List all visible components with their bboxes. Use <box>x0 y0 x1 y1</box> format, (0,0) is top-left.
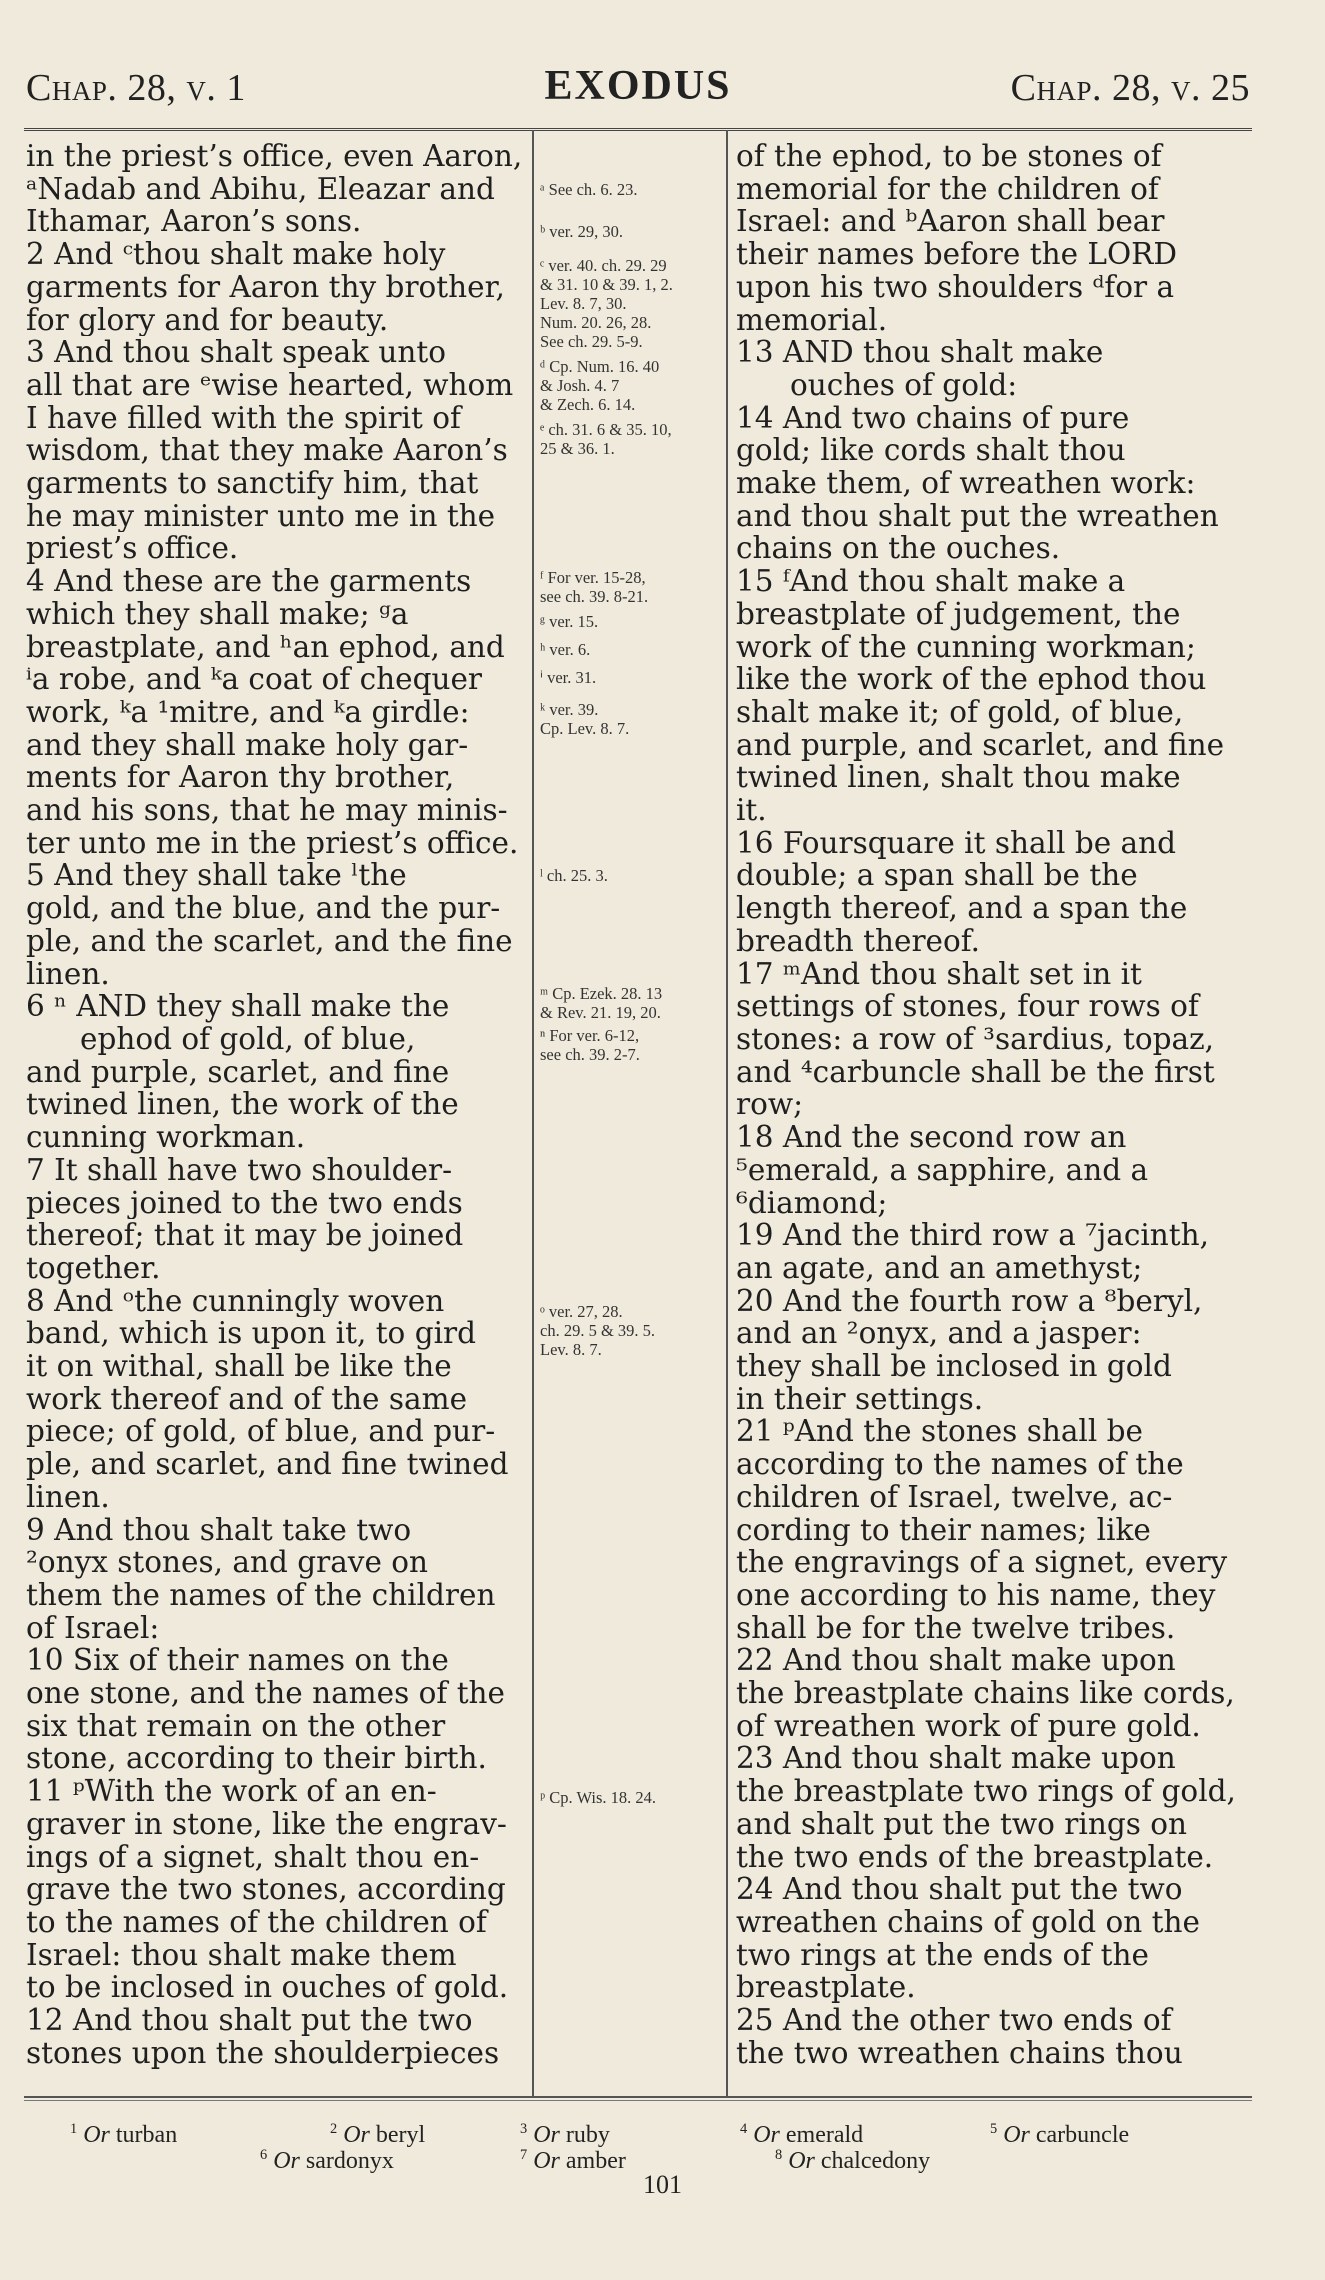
text-line: one stone, and the names of the <box>26 1677 506 1710</box>
text-line: the engravings of a signet, every <box>736 1546 1228 1579</box>
text-line: ouches of gold: <box>790 368 1018 402</box>
margin-note: See ch. 29. 5-9. <box>540 332 643 351</box>
margin-note: & 31. 10 & 39. 1, 2. <box>540 275 673 294</box>
margin-note: & Josh. 4. 7 <box>540 376 620 395</box>
margin-note: 25 & 36. 1. <box>540 439 615 458</box>
text-line: the two ends of the breastplate. <box>736 1840 1214 1874</box>
text-line: stone, according to their birth. <box>26 1742 487 1776</box>
text-line: ⁶diamond; <box>736 1186 888 1220</box>
text-line: 10 Six of their names on the <box>26 1644 449 1678</box>
text-line: ter unto me in the priest’s office. <box>26 826 519 860</box>
text-line: like the work of the ephod thou <box>736 663 1207 696</box>
footnote-or: Or <box>83 2122 110 2148</box>
text-line: 16 Foursquare it shall be and <box>736 826 1177 860</box>
footnote-text: emerald <box>785 2122 864 2148</box>
text-line: children of Israel, twelve, ac- <box>736 1480 1173 1514</box>
text-line: 5 And they shall take ˡthe <box>26 859 407 893</box>
text-line: in their settings. <box>736 1382 984 1416</box>
text-line: ings of a signet, shalt thou en- <box>26 1840 480 1874</box>
text-line: priest’s office. <box>26 532 239 566</box>
footnote-or: Or <box>273 2148 300 2174</box>
footnote-or: Or <box>533 2122 560 2148</box>
text-line: row; <box>736 1088 804 1122</box>
text-line: shalt make it; of gold, of blue, <box>736 695 1184 729</box>
footnote-rule-thin <box>24 2100 1252 2101</box>
text-line: two rings at the ends of the <box>736 1938 1149 1972</box>
text-line: linen. <box>26 1480 110 1514</box>
text-line: ments for Aaron thy brother, <box>26 761 455 795</box>
text-line: 8 And ᵒthe cunningly woven <box>26 1284 445 1318</box>
text-line: and purple, scarlet, and fine <box>26 1055 450 1089</box>
text-line: graver in stone, like the engrav- <box>26 1807 507 1841</box>
text-line: breastplate, and ʰan ephod, and <box>26 630 505 664</box>
text-line: it on withal, shall be like the <box>26 1350 452 1383</box>
margin-note: ʰ ver. 6. <box>540 640 591 659</box>
text-line: and they shall make holy gar- <box>26 728 469 762</box>
footnote-text: turban <box>115 2122 178 2148</box>
text-line: 20 And the fourth row a ⁸beryl, <box>736 1284 1203 1318</box>
text-line: work of the cunning workman; <box>736 630 1196 664</box>
text-line: an agate, and an amethyst; <box>736 1251 1143 1285</box>
text-line: work, ᵏa ¹mitre, and ᵏa girdle: <box>26 695 470 729</box>
text-line: gold, and the blue, and the pur- <box>26 892 501 925</box>
margin-note: ᵇ ver. 29, 30. <box>540 222 624 241</box>
margin-note: & Zech. 6. 14. <box>540 395 636 414</box>
text-line: one according to his name, they <box>736 1578 1216 1612</box>
text-line: 13 AND thou shalt make <box>736 336 1104 369</box>
text-line: pieces joined to the two ends <box>26 1186 463 1220</box>
text-line: 7 It shall have two shoulder- <box>26 1153 453 1187</box>
column-divider-left <box>532 130 534 2096</box>
text-line: stones upon the shoulderpieces <box>26 2036 500 2070</box>
margin-note: Lev. 8. 7, 30. <box>540 294 627 313</box>
text-line: the breastplate two rings of gold, <box>736 1775 1236 1808</box>
text-line: 4 And these are the garments <box>26 565 472 598</box>
text-line: 24 And thou shalt put the two <box>736 1873 1183 1906</box>
text-line: Ithamar, Aaron’s sons. <box>26 205 362 239</box>
text-line: ⁱa robe, and ᵏa coat of chequer <box>26 663 483 696</box>
text-line: and thou shalt put the wreathen <box>736 499 1219 533</box>
footnote-text: sardonyx <box>305 2148 394 2174</box>
text-line: to the names of the children of <box>26 1905 487 1939</box>
text-line: garments for Aaron thy brother, <box>26 270 505 304</box>
text-line: them the names of the children <box>26 1578 496 1612</box>
text-line: ᵃNadab and Abihu, Eleazar and <box>26 172 495 206</box>
text-line: twined linen, the work of the <box>26 1088 459 1122</box>
margin-note: Cp. Lev. 8. 7. <box>540 719 630 738</box>
text-line: for glory and for beauty. <box>26 303 389 337</box>
margin-note: ⁱ ver. 31. <box>540 668 597 687</box>
text-line: 25 And the other two ends of <box>736 2004 1172 2037</box>
text-line: the two wreathen chains thou <box>736 2036 1183 2070</box>
footnote-text: beryl <box>375 2122 426 2148</box>
text-line: breadth thereof. <box>736 924 981 958</box>
text-line: 14 And two chains of pure <box>736 401 1130 435</box>
footnote-or: Or <box>343 2122 370 2148</box>
text-line: of Israel: <box>26 1611 160 1645</box>
text-line: memorial. <box>736 303 888 337</box>
header-right-reference: Chap. 28, v. 25 <box>1010 67 1250 109</box>
text-line: to be inclosed in ouches of gold. <box>26 1971 509 2005</box>
text-line: six that remain on the other <box>26 1709 446 1743</box>
text-line: memorial for the children of <box>736 172 1159 206</box>
text-line: of wreathen work of pure gold. <box>736 1709 1201 1743</box>
margin-references <box>540 0 720 2096</box>
left-text-column <box>26 140 524 2069</box>
footnote-rule <box>24 2096 1252 2098</box>
text-line: 21 ᵖAnd the stones shall be <box>736 1415 1144 1449</box>
margin-note: ch. 29. 5 & 39. 5. <box>540 1321 656 1340</box>
text-line: according to the names of the <box>736 1448 1184 1481</box>
margin-note: ᵉ ch. 31. 6 & 35. 10, <box>540 420 672 439</box>
text-line: and ⁴carbuncle shall be the first <box>736 1055 1215 1089</box>
text-line: garments to sanctify him, that <box>26 467 479 500</box>
footnote-number: 1 <box>70 2121 78 2137</box>
margin-note: ᵍ ver. 15. <box>540 612 599 631</box>
footnote-text: chalcedony <box>820 2148 931 2174</box>
text-line: and an ²onyx, and a jasper: <box>736 1317 1142 1351</box>
margin-note: ᶠ For ver. 15-28, <box>540 568 646 587</box>
text-line: grave the two stones, according <box>26 1873 506 1906</box>
text-line: Israel: thou shalt make them <box>26 1938 457 1972</box>
margin-note: ⁿ For ver. 6-12, <box>540 1026 640 1045</box>
text-line: which they shall make; ᵍa <box>26 597 409 631</box>
text-line: and purple, and scarlet, and fine <box>736 728 1225 762</box>
text-line: of the ephod, to be stones of <box>736 140 1162 173</box>
footnote-or: Or <box>533 2148 560 2174</box>
margin-note: ᶜ ver. 40. ch. 29. 29 <box>540 256 667 275</box>
text-line: 9 And thou shalt take two <box>26 1513 412 1547</box>
text-line: chains on the ouches. <box>736 532 1061 566</box>
text-line: the breastplate chains like cords, <box>736 1677 1235 1710</box>
text-line: breastplate. <box>736 1971 916 2005</box>
header-left-reference: Chap. 28, v. 1 <box>26 67 246 109</box>
text-line: 15 ᶠAnd thou shalt make a <box>736 565 1126 598</box>
text-line: ple, and the scarlet, and the fine <box>26 924 513 958</box>
text-line: shall be for the twelve tribes. <box>736 1611 1176 1645</box>
text-line: upon his two shoulders ᵈfor a <box>736 270 1175 304</box>
text-line: ephod of gold, of blue, <box>80 1022 416 1056</box>
footnote <box>70 2116 177 2148</box>
footnote-or: Or <box>753 2122 780 2148</box>
footnote-text: ruby <box>565 2122 610 2148</box>
text-line: length thereof, and a span the <box>736 892 1188 925</box>
margin-note: ᵒ ver. 27, 28. <box>540 1302 623 1321</box>
text-line: breastplate of judgement, the <box>736 597 1181 631</box>
text-line: they shall be inclosed in gold <box>736 1350 1172 1383</box>
text-line: ple, and scarlet, and fine twined <box>26 1448 509 1481</box>
footnote-number: 3 <box>520 2121 528 2137</box>
text-line: stones: a row of ³sardius, topaz, <box>736 1022 1215 1056</box>
text-line: make them, of wreathen work: <box>736 467 1196 500</box>
footnote-text: amber <box>565 2148 626 2174</box>
text-line: thereof; that it may be joined <box>26 1219 464 1252</box>
page-number: 101 <box>643 2170 682 2199</box>
text-line: 3 And thou shalt speak unto <box>26 336 447 369</box>
text-line: their names before the LORD <box>736 238 1178 271</box>
footnote-number: 8 <box>775 2147 783 2163</box>
text-line: in the priest’s office, even Aaron, <box>26 140 523 173</box>
margin-note: see ch. 39. 8-21. <box>540 587 649 606</box>
text-line: I have filled with the spirit of <box>26 401 461 435</box>
text-line: band, which is upon it, to gird <box>26 1317 477 1351</box>
text-line: 12 And thou shalt put the two <box>26 2004 473 2037</box>
right-text-column <box>736 140 1246 2069</box>
text-line: settings of stones, four rows of <box>736 990 1199 1023</box>
column-divider-right <box>726 130 728 2096</box>
margin-note: ᵖ Cp. Wis. 18. 24. <box>540 1788 657 1807</box>
text-line: 19 And the third row a ⁷jacinth, <box>736 1219 1210 1252</box>
text-line: ⁵emerald, a sapphire, and a <box>736 1153 1149 1187</box>
text-line: gold; like cords shalt thou <box>736 434 1126 468</box>
text-line: twined linen, shalt thou make <box>736 761 1181 795</box>
text-line: double; a span shall be the <box>736 859 1138 893</box>
text-line: linen. <box>26 957 110 991</box>
text-line: he may minister unto me in the <box>26 499 496 533</box>
text-line: it. <box>736 794 767 827</box>
margin-note: Num. 20. 26, 28. <box>540 313 652 332</box>
margin-note: ᵏ ver. 39. <box>540 700 599 719</box>
margin-note: & Rev. 21. 19, 20. <box>540 1003 661 1022</box>
text-line: 2 And ᶜthou shalt make holy <box>26 238 446 271</box>
text-line: 11 ᵖWith the work of an en- <box>26 1775 437 1808</box>
text-line: cording to their names; like <box>736 1513 1151 1547</box>
margin-note: Lev. 8. 7. <box>540 1340 602 1359</box>
footnote-number: 6 <box>260 2147 268 2163</box>
footnote <box>990 2116 1129 2148</box>
footnote-number: 5 <box>990 2121 998 2137</box>
text-line: wreathen chains of gold on the <box>736 1905 1200 1939</box>
margin-note: see ch. 39. 2-7. <box>540 1045 640 1064</box>
text-line: 22 And thou shalt make upon <box>736 1644 1176 1678</box>
footnote-number: 7 <box>520 2147 528 2163</box>
text-line: all that are ᵉwise hearted, whom <box>26 368 514 402</box>
margin-note: ᵃ See ch. 6. 23. <box>540 180 638 199</box>
text-line: and shalt put the two rings on <box>736 1807 1187 1841</box>
text-line: 17 ᵐAnd thou shalt set in it <box>736 957 1142 991</box>
margin-note: ᵈ Cp. Num. 16. 40 <box>540 357 660 376</box>
text-line: together. <box>26 1251 161 1285</box>
text-line: 6 ⁿ AND they shall make the <box>26 990 450 1023</box>
text-line: 18 And the second row an <box>736 1121 1127 1154</box>
text-line: wisdom, that they make Aaron’s <box>26 434 508 468</box>
footnote-number: 2 <box>330 2121 338 2137</box>
text-line: ²onyx stones, and grave on <box>26 1546 429 1579</box>
text-line: 23 And thou shalt make upon <box>736 1742 1176 1776</box>
text-line: piece; of gold, of blue, and pur- <box>26 1415 496 1449</box>
footnote-text: carbuncle <box>1035 2122 1130 2148</box>
footnote-number: 4 <box>740 2121 748 2137</box>
footnote-or: Or <box>788 2148 815 2174</box>
text-line: cunning workman. <box>26 1121 306 1154</box>
text-line: and his sons, that he may minis- <box>26 794 508 827</box>
margin-note: ᵐ Cp. Ezek. 28. 13 <box>540 984 663 1003</box>
margin-note: ˡ ch. 25. 3. <box>540 866 608 885</box>
footnote-or: Or <box>1003 2122 1030 2148</box>
text-line: Israel: and ᵇAaron shall bear <box>736 205 1165 239</box>
text-line: work thereof and of the same <box>26 1382 468 1416</box>
book-title: EXODUS <box>544 63 732 109</box>
